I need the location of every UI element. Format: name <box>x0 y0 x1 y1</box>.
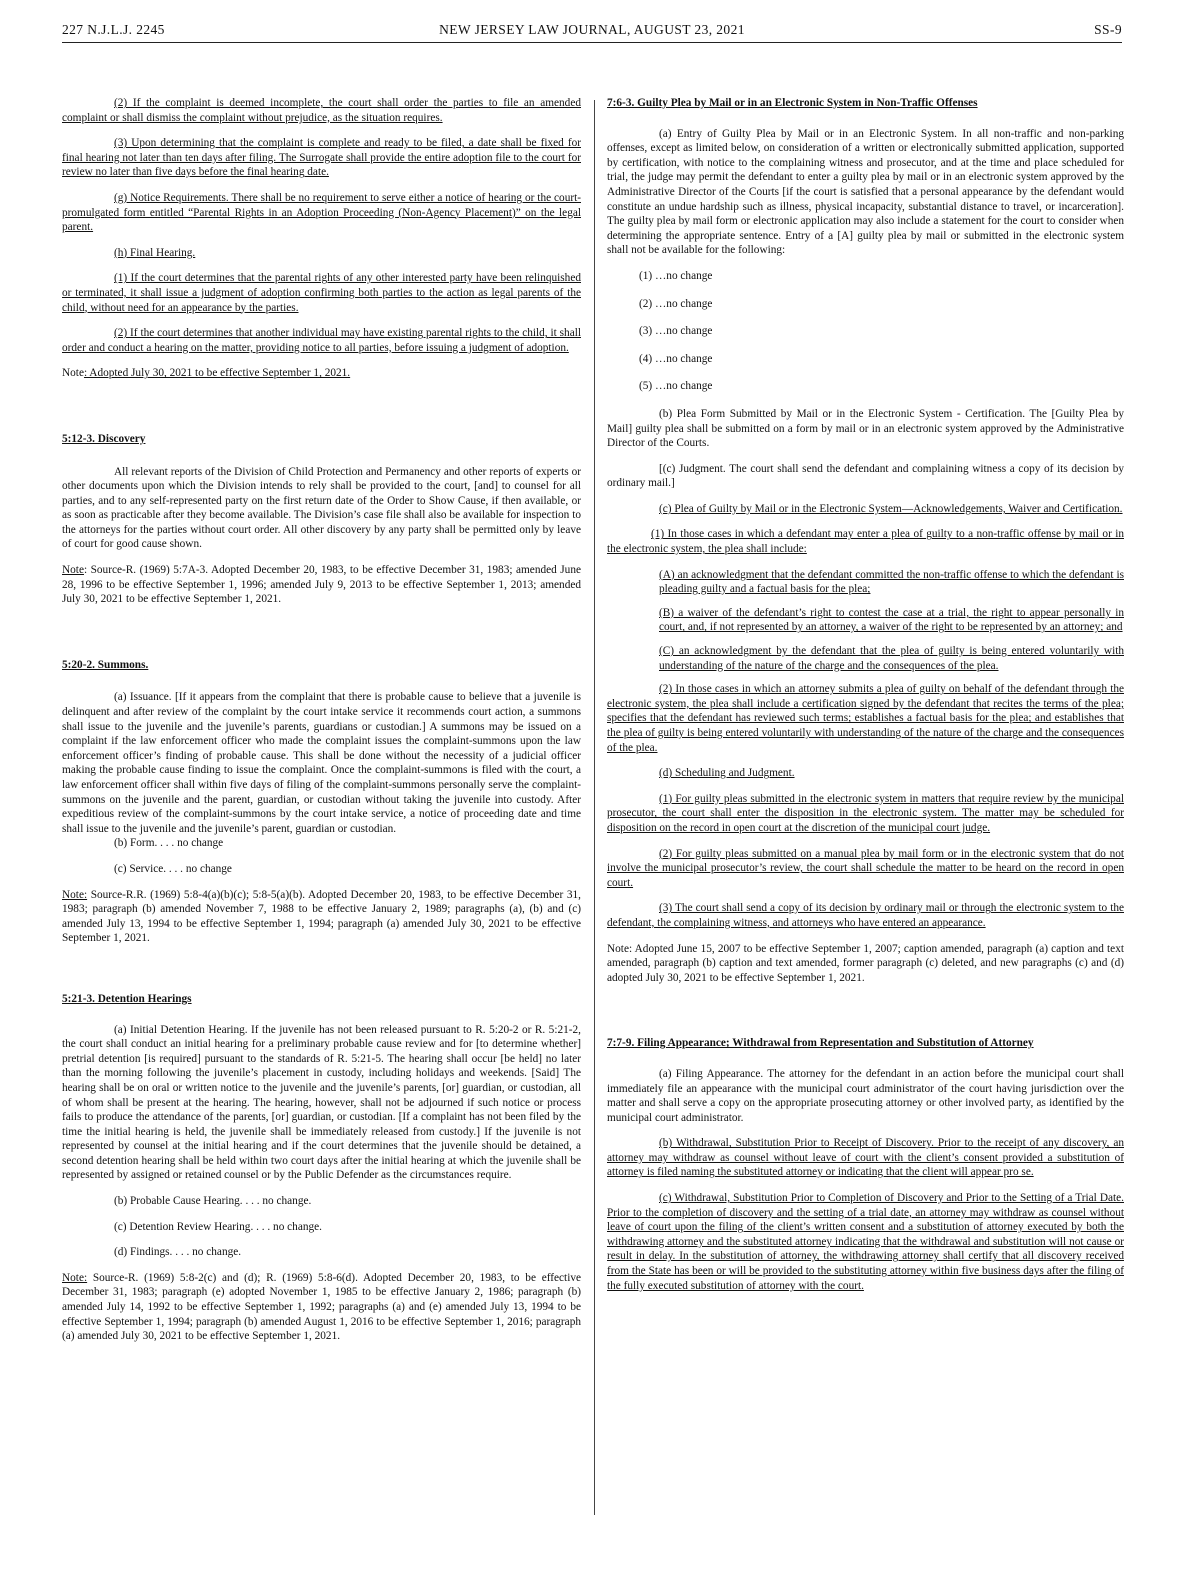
list-item: (1) …no change <box>639 269 713 282</box>
left-column <box>62 96 581 1355</box>
source-note <box>62 563 581 607</box>
paragraph: (h) Final Hearing. <box>114 246 196 259</box>
paragraph: (3) Upon determining that the complaint is complete and ready to be filed, a date shall be fixed for final hearing not later than ten days after filing. The Surrogate shall provide the entire adoption file to the court for review no later than five days before the final hearing date. <box>62 137 581 179</box>
note-text: : Source-R. (1969) 5:7A-3. Adopted December 20, 1983, to be effective December 31, 1983; amended June 28, 1996 to be effective September 1, 1996; amended July 9, 2013 to be effective September 1, 2013; amended July 30, 2021 to be effective September 1, 2021. <box>62 564 581 606</box>
note-label: Note: <box>62 888 88 901</box>
list-item: (4) …no change <box>639 352 713 365</box>
paragraph: (a) Entry of Guilty Plea by Mail or in an Electronic System. In all non-traffic and non-parking offenses, except as limited below, on consideration of a written or electronically submitted application, supported by certification, with notice to the complaining witness and prosecutor, and at the time and place scheduled for trial, the judge may permit the defendant to enter a guilty plea by mail or in an electronic system approved by the Administrative Director of the Courts [if the court is satisfied that a personal appearance by the defendant would constitute an undue hardship such as illness, physical incapacity, substantial distance to travel, or incarceration]. The guilty plea by mail form or electronic application may also include a statement for the court to consider when determining the appropriate sentence. Entry of a [A] guilty plea by mail or submitted in the electronic system shall not be available for the following: <box>607 127 1124 257</box>
paragraph: (3) The court shall send a copy of its decision by ordinary mail or through the electronic system to the defendant, the complaining witness, and attorneys who have entered an appearance. <box>607 902 1124 929</box>
paragraph: (b) Probable Cause Hearing. . . . no change. <box>114 1195 312 1208</box>
paragraph: [(c) Judgment. The court shall send the defendant and complaining witness a copy of its decision by ordinary mail.] <box>607 462 1124 490</box>
source-note: Note: Adopted June 15, 2007 to be effective September 1, 2007; caption amended, paragraph (a) caption and text amended, paragraph (b) caption and text amended, former paragraph (c) deleted, and new paragraphs (c) and (d) adopted July 30, 2021 to be effective September 1, 2021. <box>607 942 1124 984</box>
paragraph: (d) Scheduling and Judgment. <box>659 767 795 780</box>
source-note <box>62 1271 581 1344</box>
paragraph: (c) Withdrawal, Substitution Prior to Completion of Discovery and Prior to the Setting of a Trial Date. Prior to the completion of discovery and the setting of a trial date, an attorney may withdraw as counsel without leave of court upon the filing of the client’s written consent and a substitution of attorney executed by both the withdrawing attorney and the substituted attorney indicating that the withdrawal and substitution will not cause or result in delay. In the substitution of attorney, the withdrawing attorney shall certify that all discovery received from the State has been or will be provided to the substituting attorney within five business days after the filing of the fully executed substitution of attorney with the court. <box>607 1192 1124 1292</box>
paragraph: (c) Service. . . . no change <box>114 862 232 875</box>
note-label: Note: <box>62 1271 88 1284</box>
right-column <box>607 96 1124 1304</box>
rule-heading: 5:20-2. Summons. <box>62 658 149 671</box>
paragraph: (1) In those cases in which a defendant may enter a plea of guilty to a non-traffic offense by mail or in the electronic system, the plea shall include: <box>607 528 1124 556</box>
paragraph: (1) If the court determines that the parental rights of any other interested party have been relinquished or terminated, it shall issue a judgment of adoption confirming both parties to the action as legal parents of the child, without need for an appearance by the parties. <box>62 272 581 314</box>
list-item: (3) …no change <box>639 325 713 338</box>
note-label: Note <box>62 367 84 380</box>
header-publication: NEW JERSEY LAW JOURNAL, AUGUST 23, 2021 <box>439 22 745 37</box>
note-text: : Adopted July 30, 2021 to be effective September 1, 2021. <box>83 367 351 380</box>
no-change-list <box>607 269 1124 394</box>
source-note <box>62 888 581 946</box>
paragraph: (b) Withdrawal, Substitution Prior to Receipt of Discovery. Prior to the receipt of any discovery, an attorney may withdraw as counsel without leave of court with the client’s consent provided a substitution of attorney is filed naming the substituted attorney or indicating that the client will appear pro se. <box>607 1137 1124 1179</box>
rule-heading: 7:6-3. Guilty Plea by Mail or in an Electronic System in Non-Traffic Offenses <box>607 97 978 109</box>
note-label: Note <box>62 564 84 577</box>
header-page-number: SS-9 <box>1094 22 1122 37</box>
paragraph: (a) Issuance. [If it appears from the complaint that there is probable cause to believe that a juvenile is delinquent and after review of the complaint by the court intake service it recommends court action, a summons shall issue to the juvenile and the juvenile’s parents, guardians or custodian.] A summons may be issued on a complaint if the law enforcement officer who made the complaint issues the complaint-summons upon the law enforcement officer’s finding of probable cause. This shall be done without the necessity of a judicial officer making the probable cause finding to issue the complaint. Once the complaint-summons is filed with the court, a law enforcement officer shall within five days of filing of the complaint-summons personally serve the complaint-summons on the juvenile and the parent, guardian, or custodian without taking the juvenile into custody. After expeditious review of the complaint-summons by the court intake service, a notice of proceeding date and time shall issue to the juvenile and the juvenile’s parent, guardian or custodian. <box>62 691 581 835</box>
header-citation: 227 N.J.L.J. 2245 <box>62 22 165 37</box>
note-text: Source-R. (1969) 5:8-2(c) and (d); R. (1969) 5:8-6(d). Adopted December 20, 1983, to be effective December 31, 1983; paragraph (e) adopted November 1, 1985 to be effective January 2, 1986; paragraph (b) amended July 14, 1992 to be effective September 1, 1992; paragraphs (a) and (e) amended July 13, 1994 to be effective September 1, 1994; paragraph (b) amended August 1, 2016 to be effective September 1, 2016; paragraph (a) amended July 30, 2021 to be effective September 1, 2021. <box>62 1271 581 1343</box>
running-header <box>62 22 1122 44</box>
list-item: (5) …no change <box>639 380 713 393</box>
header-rule <box>62 42 1122 43</box>
paragraph: (a) Initial Detention Hearing. If the juvenile has not been released pursuant to R. 5:20-2 or R. 5:21-2, the court shall conduct an initial hearing for a preliminary probable cause review and for [to determine whether] pretrial detention [is required] pursuant to the standards of R. 5:21-5. The hearing shall occur [be held] no later than the morning following the juvenile’s placement in custody, including holidays and weekends. [Said] The hearing shall be on oral or written notice to the juvenile and the juvenile’s parents, [or] guardian, or custodian, all of whom shall be present at the hearing. The hearing, however, shall not be adjourned if such notice or process fails to produce the attendance of the parents, [or] guardian, or custodian. [If a complaint has not been filed by the time the initial hearing is held, the juvenile shall be immediately released from custody.] If the juvenile is not represented by counsel at the initial hearing and if the court determines that the juvenile should be detained, a second detention hearing shall be held within two court days after the initial hearing at which the juvenile shall be represented by assigned or retained counsel or by the Public Defender as the circumstances require. <box>62 1023 581 1182</box>
paragraph: (2) If the court determines that another individual may have existing parental rights to the child, it shall order and conduct a hearing on the matter, providing notice to all parties, before issuing a judgment of adoption. <box>62 327 581 354</box>
paragraph: (a) Filing Appearance. The attorney for the defendant in an action before the municipal court shall immediately file an appearance with the municipal court administrator of the court having jurisdiction over the matter and shall serve a copy on the appropriate prosecuting attorney or other involved party, as identified by the municipal court administrator. <box>607 1067 1124 1124</box>
source-note <box>62 366 581 381</box>
paragraph: (g) Notice Requirements. There shall be no requirement to serve either a notice of hearing or the court-promulgated form entitled “Parental Rights in an Adoption Proceeding (Non-Agency Placement)” on the legal parent. <box>62 191 581 234</box>
rule-heading: 5:12-3. Discovery <box>62 432 146 445</box>
paragraph: (b) Plea Form Submitted by Mail or in the Electronic System - Certification. The [Guilty Plea by Mail] guilty plea shall be submitted on a form by mail or in an electronic system approved by the Administrative Director of the Courts. <box>607 407 1124 450</box>
paragraph: (c) Plea of Guilty by Mail or in the Electronic System—Acknowledgements, Waiver and Certification. <box>659 502 1123 515</box>
note-text: Source-R.R. (1969) 5:8-4(a)(b)(c); 5:8-5(a)(b). Adopted December 20, 1983, to be effective December 31, 1983; paragraph (b) amended November 7, 1988 to be effective January 2, 1989; paragraphs (a), (b) and (c) amended July 13, 1994 to be effective September 1, 1994; paragraph (a) amended July 30, 2021 to be effective September 1, 2021. <box>62 888 581 945</box>
column-divider <box>594 100 595 1515</box>
subparagraph: (C) an acknowledgment by the defendant that the plea of guilty is being entered voluntarily with understanding of the nature of the charge and the consequences of the plea. <box>659 645 1124 672</box>
paragraph: (c) Detention Review Hearing. . . . no change. <box>114 1220 322 1233</box>
paragraph: (2) If the complaint is deemed incomplete, the court shall order the parties to file an amended complaint or shall dismiss the complaint without prejudice, as the situation requires. <box>62 97 581 124</box>
paragraph: (d) Findings. . . . no change. <box>114 1246 242 1259</box>
paragraph: All relevant reports of the Division of Child Protection and Permanency and other reports of experts or other documents upon which the Division intends to rely shall be provided to the court, [and] to counsel for all parties, and to any self-represented party on the first return date of the Order to Show Cause, if then available, or as soon as practicable after they become available. The Division’s case file shall also be available for inspection to the attorneys for the parties without court order. All other discovery by any party shall be permitted only by leave of court for good cause shown. <box>62 465 581 551</box>
paragraph: (2) For guilty pleas submitted on a manual plea by mail form or in the electronic system that do not involve the municipal prosecutor’s review, the court shall schedule the matter to be heard on the record in open court. <box>607 847 1124 889</box>
paragraph: (2) In those cases in which an attorney submits a plea of guilty on behalf of the defendant through the electronic system, the plea shall include a certification signed by the defendant that recites the terms of the plea; specifies that the defendant has reviewed such terms; establishes a factual basis for the plea; and establishes that the plea of guilty is being entered voluntarily with understanding of the nature of the charge and the consequences of the plea. <box>607 683 1124 754</box>
rule-heading: 7:7-9. Filing Appearance; Withdrawal from Representation and Substitution of Attorney <box>607 1037 1034 1050</box>
paragraph: (1) For guilty pleas submitted in the electronic system in matters that require review by the municipal prosecutor, the court shall enter the disposition in the electronic system. The matter may be scheduled for disposition on the record in open court at the discretion of the municipal court judge. <box>607 792 1124 834</box>
rule-heading: 5:21-3. Detention Hearings <box>62 992 192 1005</box>
paragraph: (b) Form. . . . no change <box>114 837 224 850</box>
list-item: (2) …no change <box>639 297 713 310</box>
subparagraph: (A) an acknowledgment that the defendant committed the non-traffic offense to which the defendant is pleading guilty and a factual basis for the plea; <box>659 568 1124 596</box>
subparagraph: (B) a waiver of the defendant’s right to contest the case at a trial, the right to appear personally in court, and, if not represented by an attorney, a waiver of the right to be represented by an attorney; and <box>659 606 1124 634</box>
